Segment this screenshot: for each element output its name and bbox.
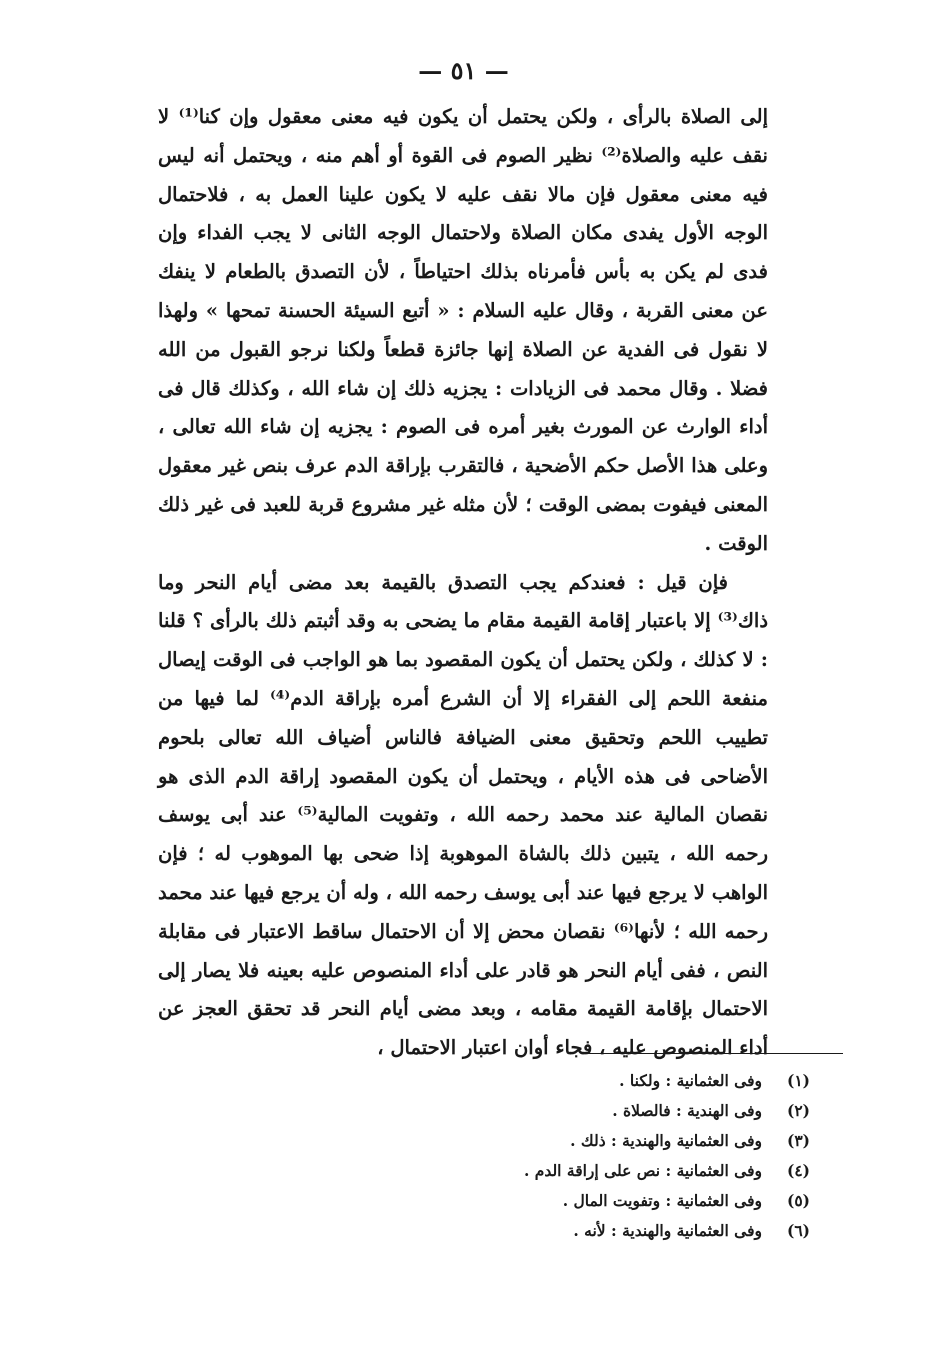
footnote-text: وفى العثمانية : ولكنا . xyxy=(619,1071,762,1090)
page-number: — ٥١ — xyxy=(418,56,509,85)
footnote-number: (٢) xyxy=(786,1101,810,1120)
paragraph: فإن قيل : فعندكم يجب التصدق بالقيمة بعد مضى أيام النحر وما ذاك⁽³⁾ إلا باعتبار إقامة القيمة مقام ما يضحى به وقد أثبتم ذلك بالرأى ؟ قلنا : لا كذلك ، ولكن يحتمل أن يكون المقصود بما هو الواجب فى الوقت إيصال منفعة اللحم إلى الفقراء إلا أن الشرع أمره بإراقة الدم⁽⁴⁾ لما فيها من تطييب اللحم وتحقيق معنى الضيافة فالناس أضياف الله تعالى بلحوم الأضاحى فى هذه الأيام ، ويحتمل أن يكون المقصود إراقة الدم الذى هو نقصان المالية عند محمد رحمه الله ، وتفويت المالية⁽⁵⁾ عند أبى يوسف رحمه الله ، يتبين ذلك بالشاة الموهوبة إذا ضحى بها الموهوب له ؛ فإن الواهب لا يرجع فيها عند أبى يوسف رحمه الله ، وله أن يرجع فيها عند محمد رحمه الله ؛ لأنها⁽⁶⁾ نقصان محض إلا أن الاحتمال ساقط الاعتبار فى مقابلة النص ، ففى أيام النحر هو قادر على أداء المنصوص عليه بعينه فلا يصار إلى الاحتمال بإقامة القيمة مقامه ، وبعد مضى أيام النحر قد تحقق العجز عن أداء المنصوص عليه ، فجاء أوان اعتبار الاحتمال ، xyxy=(158,570,768,1060)
footnotes xyxy=(300,1066,810,1246)
paragraph: إلى الصلاة بالرأى ، ولكن يحتمل أن يكون فيه معنى معقول وإن كنا⁽¹⁾ لا نقف عليه والصلاة⁽²⁾ نظير الصوم فى القوة أو أهم منه ، ويحتمل أنه ليس فيه معنى معقول فإن مالا نقف عليه لا يكون علينا العمل به ، فلاحتمال الوجه الأول يفدى مكان الصلاة ولاحتمال الوجه الثانى لا يجب الفداء وإن فدى لم يكن به بأس فأمرناه بذلك احتياطاً ، لأن التصدق بالطعام لا ينفك عن معنى القربة ، وقال عليه السلام : « أتبع السيئة الحسنة تمحها » ولهذا لا نقول فى الفدية عن الصلاة إنها جائزة قطعاً ولكنا نرجو القبول من الله فضلا . وقال محمد فى الزيادات : يجزيه ذلك إن شاء الله ، وكذلك قال فى أداء الوارث عن المورث بغير أمره فى الصوم : يجزيه إن شاء الله تعالى ، وعلى هذا الأصل حكم الأضحية ، فالتقرب بإراقة الدم عرف بنص غير معقول المعنى فيفوت بمضى الوقت ؛ لأن مثله غير مشروع قربة للعبد فى غير ذلك الوقت . xyxy=(158,105,769,555)
footnote xyxy=(300,1066,810,1096)
footnote-text: وفى الهندية : فالصلاة . xyxy=(612,1101,762,1120)
footnote xyxy=(300,1126,810,1156)
footnote-number: (٥) xyxy=(786,1191,810,1210)
footnote-number: (٦) xyxy=(786,1221,810,1240)
footnote-text: وفى العثمانية والهندية : ذلك . xyxy=(570,1131,762,1150)
footnote-separator xyxy=(588,1053,843,1054)
footnote-number: (٤) xyxy=(786,1161,810,1180)
footnote xyxy=(300,1096,810,1126)
main-text xyxy=(158,98,768,1068)
footnote-number: (١) xyxy=(786,1071,810,1090)
footnote-number: (٣) xyxy=(786,1131,810,1150)
footnote-text: وفى العثمانية : وتفويت المال . xyxy=(562,1191,762,1210)
footnote-text: وفى العثمانية : نص على إراقة الدم . xyxy=(523,1161,762,1180)
footnote xyxy=(300,1186,810,1216)
footnote xyxy=(300,1216,810,1246)
footnote xyxy=(300,1156,810,1186)
footnote-text: وفى العثمانية والهندية : لأنه . xyxy=(573,1221,762,1240)
